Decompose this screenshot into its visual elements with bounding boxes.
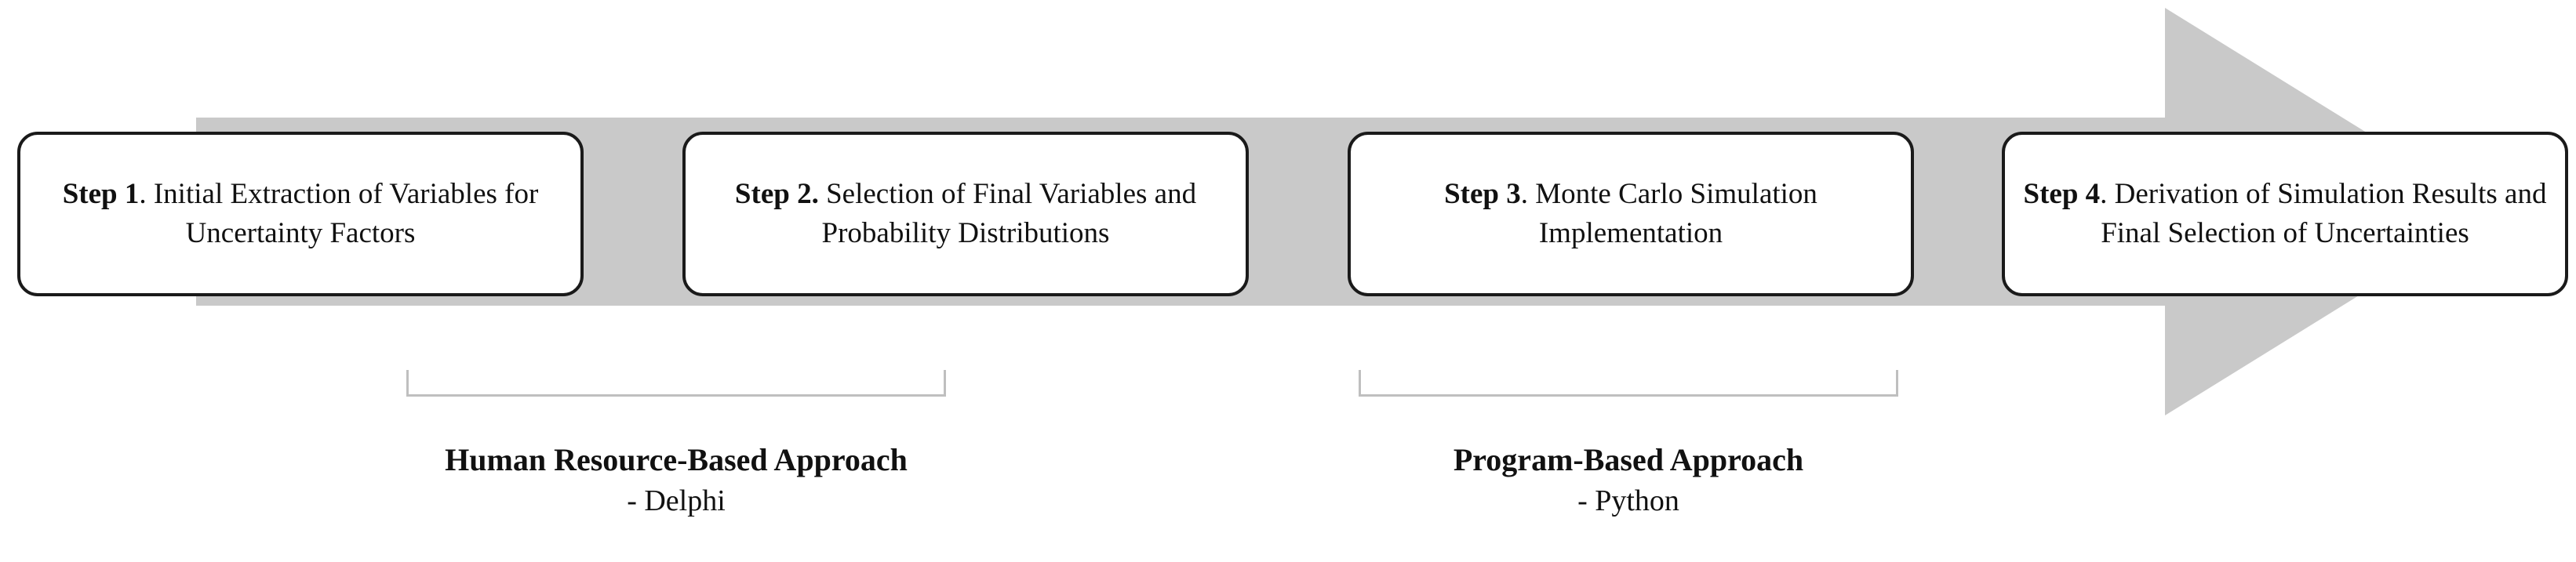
step-box-3 bbox=[1348, 132, 1914, 296]
group-2-title: Program-Based Approach bbox=[1453, 442, 1804, 477]
step-4-label: Step 4 bbox=[2023, 178, 2101, 211]
step-3-text: Monte Carlo Simulation Implementation bbox=[1527, 178, 1817, 249]
step-4-separator: . bbox=[2100, 178, 2108, 211]
group-caption-2 bbox=[1260, 439, 1997, 521]
group-1-tool: - Delphi bbox=[627, 484, 726, 517]
step-box-1 bbox=[17, 132, 584, 296]
step-2-text: Selection of Final Variables and Probability Distributions bbox=[818, 178, 1197, 249]
step-box-2 bbox=[682, 132, 1249, 296]
step-3-label: Step 3 bbox=[1444, 178, 1521, 211]
step-4-text: Derivation of Simulation Results and Final Selection of Uncertainties bbox=[2101, 178, 2547, 249]
group-caption-1 bbox=[307, 439, 1045, 521]
step-3-separator: . bbox=[1520, 178, 1528, 211]
step-box-4 bbox=[2002, 132, 2568, 296]
step-2-label: Step 2. bbox=[734, 178, 819, 211]
group-bracket-2 bbox=[1359, 370, 1898, 397]
group-bracket-1 bbox=[406, 370, 946, 397]
group-1-title: Human Resource-Based Approach bbox=[445, 442, 908, 477]
step-1-label: Step 1 bbox=[62, 178, 140, 211]
step-1-text: Initial Extraction of Variables for Uncertainty Factors bbox=[146, 178, 539, 249]
group-2-tool: - Python bbox=[1577, 484, 1679, 517]
step-1-separator: . bbox=[139, 178, 147, 211]
